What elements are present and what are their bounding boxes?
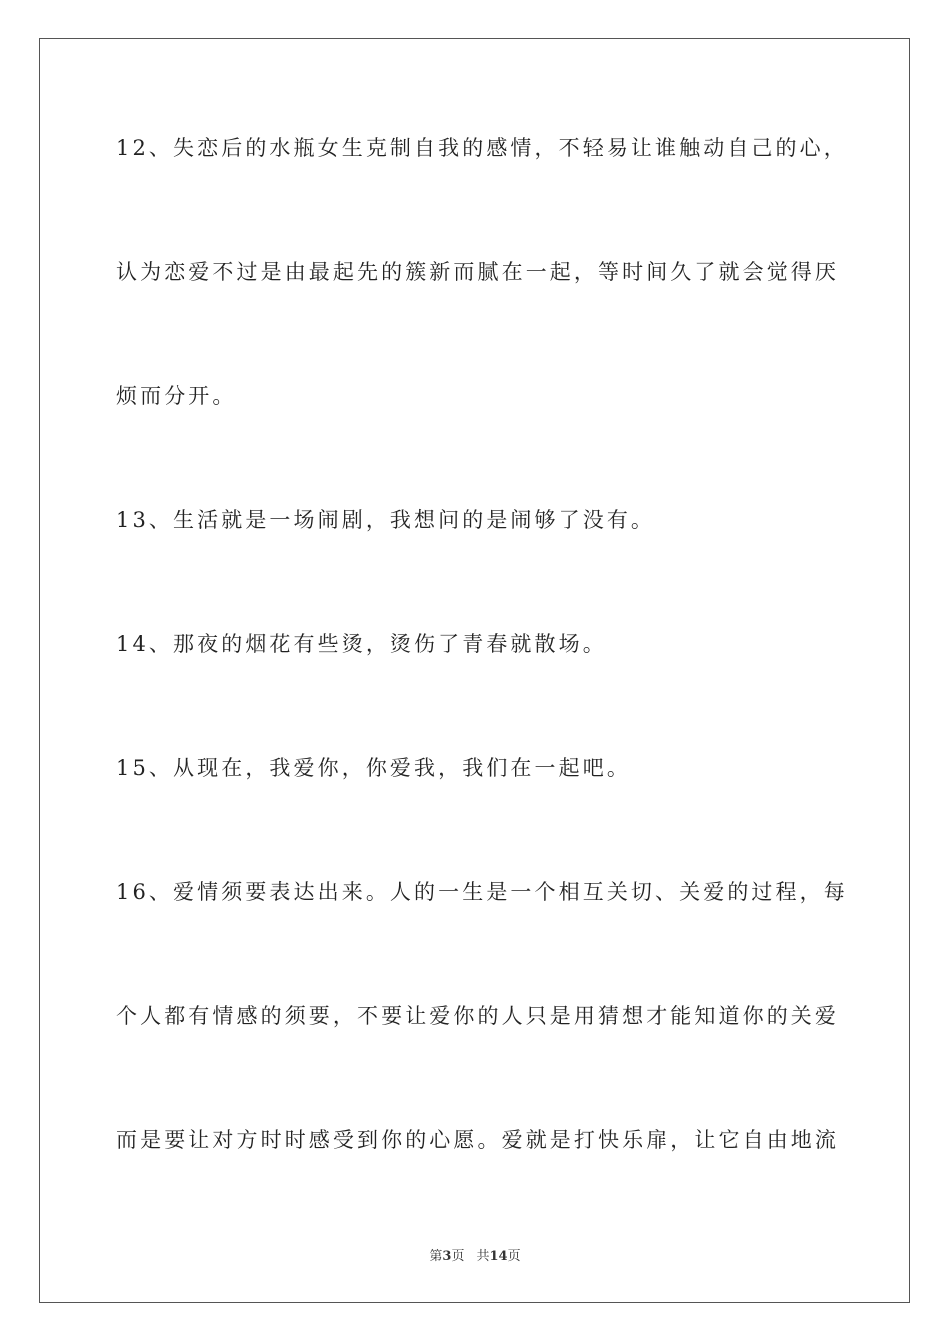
text-line: 12、失恋后的水瓶女生克制自我的感情，不轻易让谁触动自己的心， [116,136,848,160]
total-unit: 页 [507,1249,521,1264]
page-footer [0,1248,950,1266]
total-pages: 14 [489,1249,508,1264]
total-prefix: 共 [476,1249,490,1264]
text-line: 烦而分开。 [116,384,237,408]
page-number: 3 [442,1249,452,1264]
page-border [39,38,910,1303]
page-unit: 页 [451,1249,465,1264]
text-line: 16、爱情须要表达出来。人的一生是一个相互关切、关爱的过程，每 [116,880,848,904]
text-line: 14、那夜的烟花有些烫，烫伤了青春就散场。 [116,632,607,656]
page-prefix: 第 [429,1249,443,1264]
text-line: 个人都有情感的须要，不要让爱你的人只是用猜想才能知道你的关爱 [116,1004,839,1028]
text-line: 认为恋爱不过是由最起先的簇新而腻在一起，等时间久了就会觉得厌 [116,260,839,284]
text-line: 而是要让对方时时感受到你的心愿。爱就是打快乐扉，让它自由地流 [116,1128,839,1152]
text-line: 13、生活就是一场闹剧，我想问的是闹够了没有。 [116,508,656,532]
text-line: 15、从现在，我爱你，你爱我，我们在一起吧。 [116,756,631,780]
